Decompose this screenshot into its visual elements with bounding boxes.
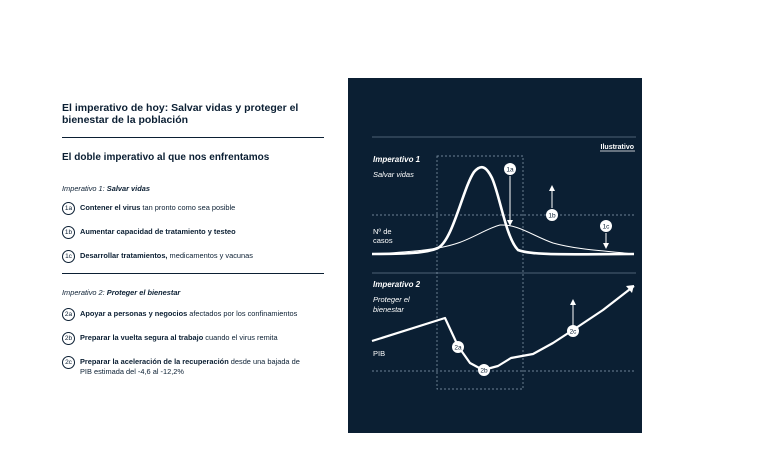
cases-label-1: Nº de bbox=[373, 227, 392, 236]
page-title: El imperativo de hoy: Salvar vidas y proteger el bienestar de la población bbox=[62, 102, 299, 126]
badge-2a: 2a bbox=[62, 308, 75, 321]
gdp-label: PIB bbox=[373, 349, 386, 358]
imperative-1-title: Imperativo 1 bbox=[373, 155, 421, 164]
divider bbox=[62, 273, 324, 274]
list-item: 2b Preparar la vuelta segura al trabajo cuando el virus remita bbox=[62, 333, 324, 345]
imperative-1-heading: Imperativo 1: Salvar vidas bbox=[62, 184, 150, 193]
imperative-2-heading: Imperativo 2: Proteger el bienestar bbox=[62, 288, 181, 297]
cases-label-2: casos bbox=[373, 236, 393, 245]
marker-2b-label: 2b bbox=[480, 367, 488, 375]
badge-1a: 1a bbox=[62, 202, 75, 215]
divider bbox=[62, 137, 324, 138]
marker-2c-label: 2c bbox=[569, 328, 577, 336]
marker-2a-label: 2a bbox=[454, 344, 462, 352]
list-item: 1a Contener el virus tan pronto como sea posible bbox=[62, 203, 324, 215]
arrow-2c-head bbox=[570, 299, 576, 305]
list-item: 2c Preparar la aceleración de la recuperación desde una bajada de PIB estimada del -4,6 al -12,2% bbox=[62, 357, 312, 376]
arrow-1c-head bbox=[603, 243, 609, 249]
badge-2c: 2c bbox=[62, 356, 75, 369]
imperative-2-title: Imperativo 2 bbox=[373, 280, 421, 289]
section-subtitle: El doble imperativo al que nos enfrentamos bbox=[62, 152, 270, 163]
marker-1a-label: 1a bbox=[506, 166, 514, 174]
list-item: 1c Desarrollar tratamientos, medicamentos y vacunas bbox=[62, 251, 324, 263]
peak-curve bbox=[372, 167, 634, 254]
flattened-curve bbox=[372, 225, 634, 254]
list-item: 2a Apoyar a personas y negocios afectados por los confinamientos bbox=[62, 309, 324, 321]
badge-2b: 2b bbox=[62, 332, 75, 345]
gdp-line bbox=[372, 286, 634, 370]
imperatives-diagram bbox=[348, 78, 642, 433]
imperative-2-subtitle-2: bienestar bbox=[373, 305, 404, 314]
list-item: 1b Aumentar capacidad de tratamiento y testeo bbox=[62, 227, 324, 239]
badge-1c: 1c bbox=[62, 250, 75, 263]
illustrative-chart-panel bbox=[348, 78, 642, 433]
marker-1c-label: 1c bbox=[602, 223, 610, 231]
marker-1b-label: 1b bbox=[548, 212, 556, 220]
imperative-1-subtitle: Salvar vidas bbox=[373, 170, 414, 179]
imperative-2-subtitle-1: Proteger el bbox=[373, 295, 410, 304]
badge-1b: 1b bbox=[62, 226, 75, 239]
arrow-1b-head bbox=[549, 185, 555, 191]
illustrative-tag: Ilustrativo bbox=[600, 144, 634, 151]
